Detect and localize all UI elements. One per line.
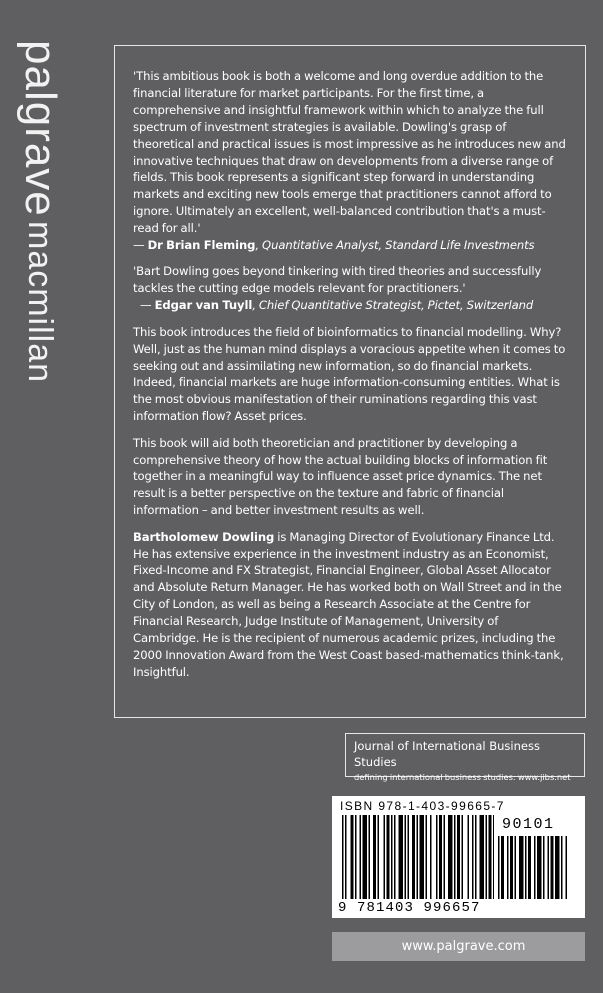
barcode-bar [480, 815, 485, 899]
barcode-bar [420, 815, 425, 899]
quote-1-affiliation: , Quantitative Analyst, Standard Life Investments [255, 238, 535, 253]
barcode-bar [543, 836, 545, 899]
website-bar[interactable] [332, 932, 585, 961]
barcode-bar [412, 815, 415, 899]
quote-2 [133, 263, 567, 314]
journal-ad-box [345, 733, 585, 782]
barcode-bar [448, 815, 453, 899]
barcode-panel [332, 796, 585, 918]
quote-1-dash: — [133, 238, 148, 253]
isbn-label: ISBN 978-1-403-99665-7 [340, 799, 505, 813]
barcode-bar [510, 836, 513, 899]
barcode-bar [472, 815, 474, 899]
barcode-bar [408, 815, 410, 899]
barcode-bar [462, 815, 464, 899]
barcode-bar [507, 836, 509, 899]
barcode-bar [342, 815, 344, 899]
barcode-bar [351, 815, 354, 899]
barcode-bar [525, 836, 527, 899]
barcode-bar [384, 815, 386, 899]
publisher-name-line2: macmillan [21, 221, 59, 384]
barcode-bar [417, 815, 419, 899]
quote-1-attribution [133, 237, 567, 254]
barcode-bar [405, 815, 407, 899]
barcode-bar [551, 836, 554, 899]
barcode-bar [426, 815, 428, 899]
publisher-name-line1: palgrave [16, 40, 65, 217]
publisher-logo [16, 40, 65, 384]
ean-digits: 9 781403 996657 [338, 900, 481, 916]
quote-2-attribution [133, 297, 567, 314]
barcode-bar [468, 815, 470, 899]
barcode-bar [486, 815, 488, 899]
description-paragraph-2: This book will aid both theoretician and practitioner by developing a comprehensive theory of how the actual building blocks of information fit together in a meaningful way to influence asset price dynamics. The net result is a better perspective on the texture and fabric of financial information – and better investment results as well. [133, 435, 548, 518]
barcode-bar [519, 836, 524, 899]
barcode-bar [501, 836, 504, 899]
barcode-bar [439, 815, 442, 899]
barcode-bar [355, 815, 357, 899]
ean-barcode-bars [342, 815, 494, 901]
journal-ad-subtitle: defining international business studies: www.jibs.net [354, 772, 571, 782]
barcode-bar [534, 836, 536, 899]
barcode-bar [363, 815, 368, 899]
author-bio-text: is Managing Director of Evolutionary Finance Ltd. He has extensive experience in the investment industry as an Economist, Fixed-Income and FX Strategist, Financial Engineer, Global Asset Allocator and Absolute Return Manager. He has worked both on Wall Street and in the City of London, as well as being a Research Associate at the Centre for Financial Research, Judge Institute of Management, University of Cambridge. He is the recipient of numerous academic prizes, including the 2000 Innovation Award from the West Coast based-mathematics think-tank, Insightful. [133, 529, 564, 679]
barcode-bar [369, 815, 371, 899]
addon-barcode-bars [498, 836, 578, 901]
barcode-bar [498, 836, 500, 899]
barcode-bar [566, 836, 568, 899]
quote-2-author: Edgar van Tuyll [154, 298, 253, 313]
price-code: 90101 [502, 816, 555, 833]
quote-1-author: Dr Brian Fleming [147, 238, 256, 253]
barcode-bar [444, 815, 446, 899]
barcode-bar [360, 815, 362, 899]
barcode-bar [489, 815, 492, 899]
barcode-bar [378, 815, 380, 899]
quote-2-text: 'Bart Dowling goes beyond tinkering with tired theories and successfully tackles the cutting edge models relevant for practitioners.' [133, 264, 542, 296]
barcode-bar [515, 836, 517, 899]
barcode-bar [528, 836, 531, 899]
author-bio-name: Bartholomew Dowling [133, 529, 275, 544]
quote-2-affiliation: , Chief Quantitative Strategist, Pictet, Switzerland [252, 298, 534, 313]
barcode-bar [475, 815, 477, 899]
barcode-bar [548, 836, 550, 899]
barcode-bar [537, 836, 542, 899]
quote-1 [133, 68, 567, 254]
barcode-bar [436, 815, 438, 899]
barcode-bar [454, 815, 456, 899]
barcode-bar [373, 815, 376, 899]
blurb-box [114, 45, 586, 718]
quote-2-dash: — [140, 298, 155, 313]
barcode-bar [394, 815, 396, 899]
website-url[interactable]: www.palgrave.com [401, 939, 526, 954]
barcode-bar [391, 815, 393, 899]
description-paragraph-1: This book introduces the field of bioinformatics to financial modelling. Why? Well, just as the human mind displays a voracious appetite when it comes to seeking out and assimilating new information, so do financial markets. Indeed, financial markets are huge information-consuming entities. What is the most obvious manifestation of their ruminations regarding this vast information flow? Asset prices. [133, 324, 566, 424]
barcode-bar [493, 815, 494, 899]
barcode-bar [561, 836, 563, 899]
barcode-bar [457, 815, 460, 899]
journal-ad-title: Journal of International Business Studies [354, 739, 540, 769]
quote-1-text: 'This ambitious book is both a welcome and long overdue addition to the financial literature for market participants. For the first time, a comprehensive and insightful framework within which to analyze the full spectrum of investment strategies is available. Dowling's grasp of theoretical and practical issues is most impressive as he introduces new and innovative techniques that draw on developments from a diverse range of fields. This book represents a significant step forward in understanding markets and exciting new tools emerge that practitioners cannot afford to ignore. Ultimately an excellent, well-balanced contribution that's a must-read for all.' [133, 69, 566, 236]
barcode-bar [555, 836, 560, 899]
barcode-bar [345, 815, 347, 899]
barcode-bar [387, 815, 390, 899]
barcode-bar [430, 815, 432, 899]
author-bio [133, 529, 567, 681]
barcode-bar [399, 815, 404, 899]
